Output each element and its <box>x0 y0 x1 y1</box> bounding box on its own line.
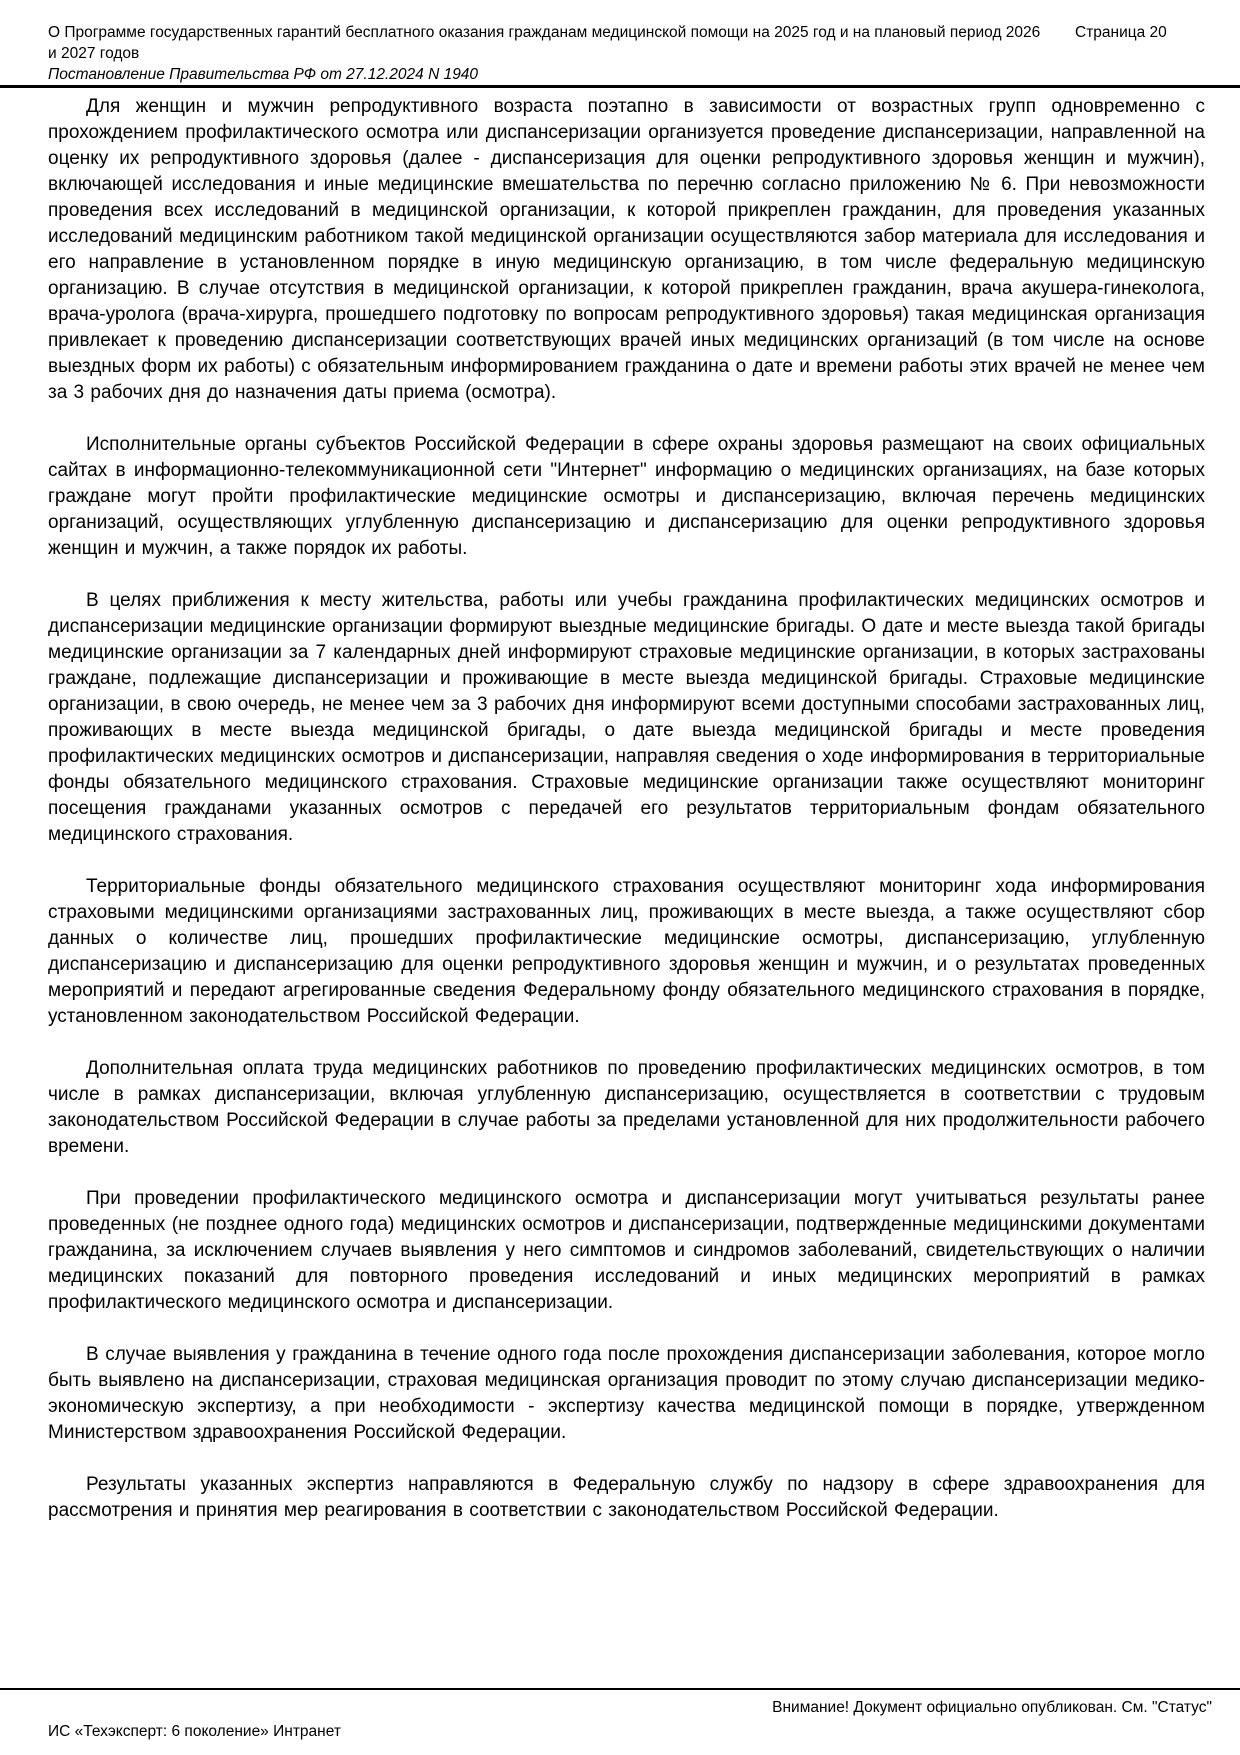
document-title: О Программе государственных гарантий бесплатного оказания гражданам медицинской помощи на 2025 год и на плановый период 2026 и 2027 годов <box>48 24 1041 62</box>
paragraph: В целях приближения к месту жительства, работы или учебы гражданина профилактических медицинских осмотров и диспансеризации медицинские организации формируют выездные медицинские бригады. О дате и месте выезда такой бригады медицинские организации за 7 календарных дней информируют страховые медицинские организации, в которых застрахованы граждане, подлежащие диспансеризации и проживающие в месте выезда медицинской бригады. Страховые медицинские организации, в свою очередь, не менее чем за 3 рабочих дня информируют всеми доступными способами застрахованных лиц, проживающих в месте выезда медицинской бригады, о дате выезда медицинской бригады и месте проведения профилактических медицинских осмотров и диспансеризации, направляя сведения о ходе информирования в территориальные фонды обязательного медицинского страхования. Страховые медицинские организации также осуществляют мониторинг посещения гражданами указанных осмотров с передачей его результатов территориальным фондам обязательного медицинского страхования. <box>48 590 1205 845</box>
paragraph: Дополнительная оплата труда медицинских работников по проведению профилактических медицинских осмотров, в том числе в рамках диспансеризации, включая углубленную диспансеризацию, осуществляется в соответствии с трудовым законодательством Российской Федерации в случае работы за пределами установленной для них продолжительности рабочего времени. <box>48 1058 1205 1157</box>
header-divider <box>0 85 1240 88</box>
source-system-label: ИС «Техэксперт: 6 поколение» Интранет <box>48 1723 341 1740</box>
paragraph: Для женщин и мужчин репродуктивного возраста поэтапно в зависимости от возрастных групп одновременно с прохождением профилактического осмотра или диспансеризации организуется проведение диспансеризации, направленной на оценку их репродуктивного здоровья (далее - диспансеризация для оценки репродуктивного здоровья женщин и мужчин), включающей исследования и иные медицинские вмешательства по перечню согласно приложению № 6. При невозможности проведения всех исследований в медицинской организации, к которой прикреплен гражданин, для проведения указанных исследований медицинским работником такой медицинской организации осуществляются забор материала для исследования и его направление в установленном порядке в иную медицинскую организацию, в том числе федеральную медицинскую организацию. В случае отсутствия в медицинской организации, к которой прикреплен гражданин, врача акушера-гинеколога, врача-уролога (врача-хирурга, прошедшего подготовку по вопросам репродуктивного здоровья) такая медицинская организация привлекает к проведению диспансеризации соответствующих врачей иных медицинских организаций (в том числе на основе выездных форм их работы) с обязательным информированием гражданина о дате и времени работы этих врачей не менее чем за 3 рабочих дня до назначения даты приема (осмотра). <box>48 96 1205 403</box>
document-subtitle: Постановление Правительства РФ от 27.12.2024 N 1940 <box>48 66 479 83</box>
document-body <box>48 94 1205 1550</box>
paragraph: Исполнительные органы субъектов Российской Федерации в сфере охраны здоровья размещают на своих официальных сайтах в информационно-телекоммуникационной сети "Интернет" информацию о медицинских организациях, на базе которых граждане могут пройти профилактические медицинские осмотры и диспансеризацию, включая перечень медицинских организаций, осуществляющих углубленную диспансеризацию и диспансеризацию для оценки репродуктивного здоровья женщин и мужчин, а также порядок их работы. <box>48 434 1205 559</box>
document-header <box>48 22 1043 85</box>
paragraph: При проведении профилактического медицинского осмотра и диспансеризации могут учитываться результаты ранее проведенных (не позднее одного года) медицинских осмотров и диспансеризации, подтвержденные медицинскими документами гражданина, за исключением случаев выявления у него симптомов и синдромов заболеваний, свидетельствующих о наличии медицинских показаний для повторного проведения исследований и иных медицинских мероприятий в рамках профилактического медицинского осмотра и диспансеризации. <box>48 1188 1205 1313</box>
publication-status-notice: Внимание! Документ официально опубликован. См. "Статус" <box>772 1699 1212 1716</box>
paragraph: Территориальные фонды обязательного медицинского страхования осуществляют мониторинг хода информирования страховыми медицинскими организациями застрахованных лиц, проживающих в месте выезда, а также осуществляют сбор данных о количестве лиц, прошедших профилактические медицинские осмотры, диспансеризацию, углубленную диспансеризацию и диспансеризацию для оценки репродуктивного здоровья женщин и мужчин, и о результатах проведенных мероприятий и передают агрегированные сведения Федеральному фонду обязательного медицинского страхования в порядке, установленном законодательством Российской Федерации. <box>48 876 1205 1027</box>
paragraph: В случае выявления у гражданина в течение одного года после прохождения диспансеризации заболевания, которое могло быть выявлено на диспансеризации, страховая медицинская организация проводит по этому случаю диспансеризации медико-экономическую экспертизу, а при необходимости - экспертизу качества медицинской помощи в порядке, утвержденном Министерством здравоохранения Российской Федерации. <box>48 1344 1205 1443</box>
footer-divider <box>0 1688 1240 1690</box>
page-number-label: Страница 20 <box>1075 24 1167 41</box>
paragraph: Результаты указанных экспертиз направляются в Федеральную службу по надзору в сфере здравоохранения для рассмотрения и принятия мер реагирования в соответствии с законодательством Российской Федерации. <box>48 1474 1205 1521</box>
